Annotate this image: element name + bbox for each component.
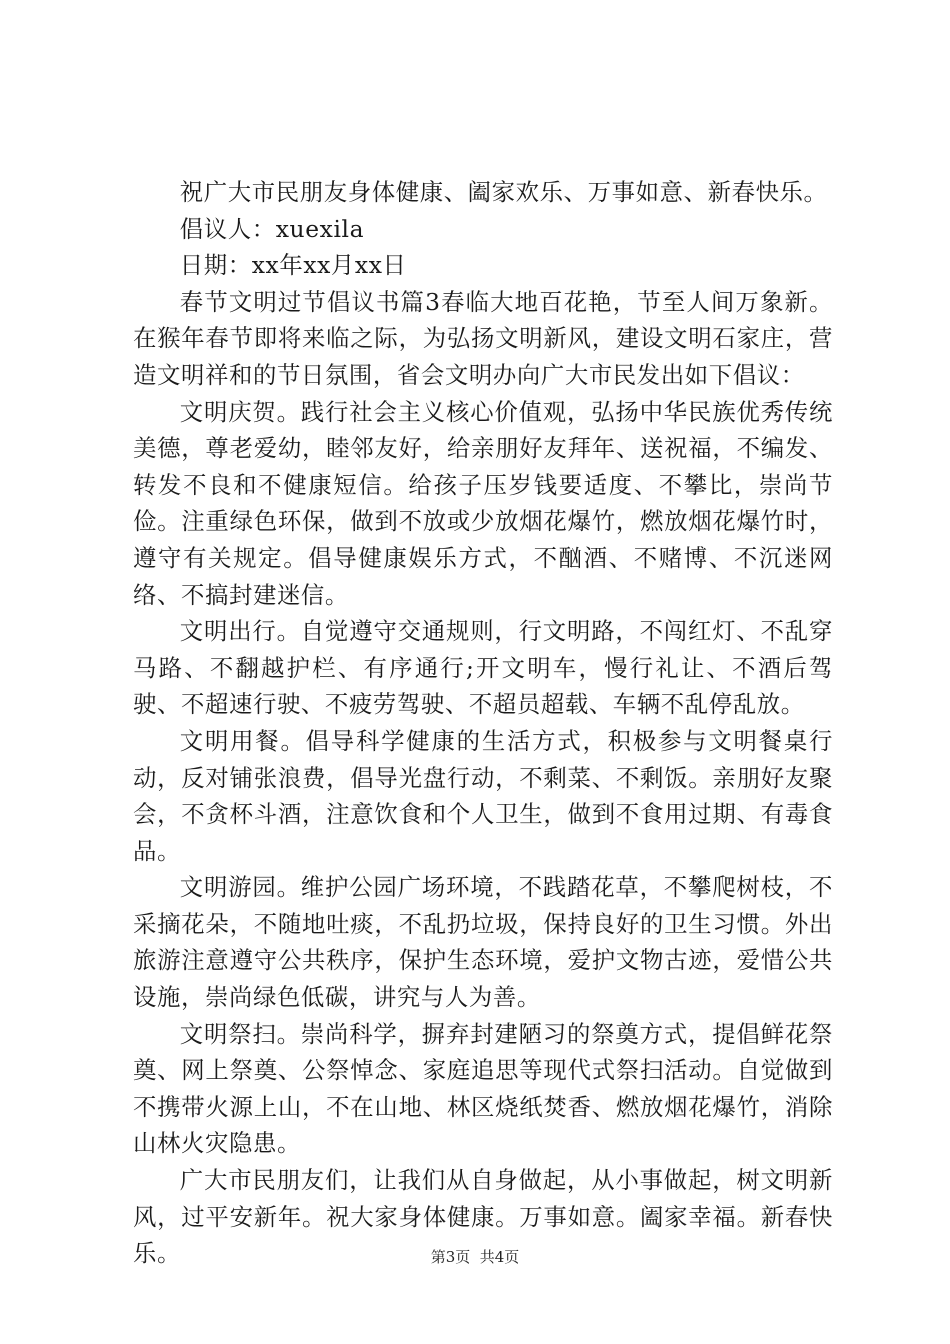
- paragraph-celebration: 文明庆贺。践行社会主义核心价值观，弘扬中华民族优秀传统美德，尊老爱幼，睦邻友好，给亲朋好友拜年、送祝福，不编发、转发不良和不健康短信。给孩子压岁钱要适度、不攀比，崇尚节俭。注重绿色环保，做到不放或少放烟花爆竹，燃放烟花爆竹时，遵守有关规定。倡导健康娱乐方式，不酗酒、不赌博、不沉迷网络、不搞封建迷信。: [133, 397, 833, 609]
- paragraph-travel: 文明出行。自觉遵守交通规则，行文明路，不闯红灯、不乱穿马路、不翻越护栏、有序通行;开文明车，慢行礼让、不酒后驾驶、不超速行驶、不疲劳驾驶、不超员超载、车辆不乱停乱放。: [133, 617, 833, 719]
- paragraph-intro: 春节文明过节倡议书篇3春临大地百花艳，节至人间万象新。在猴年春节即将来临之际，为弘扬文明新风，建设文明石家庄，营造文明祥和的节日氛围，省会文明办向广大市民发出如下倡议：: [133, 287, 833, 389]
- page-footer: [0, 1247, 950, 1267]
- paragraph-initiator: 倡议人：xuexila: [179, 214, 365, 243]
- paragraph-dining: 文明用餐。倡导科学健康的生活方式，积极参与文明餐桌行动，反对铺张浪费，倡导光盘行动，不剩菜、不剩饭。亲朋好友聚会，不贪杯斗酒，注意饮食和个人卫生，做到不食用过期、有毒食品。: [133, 726, 833, 865]
- paragraph-greeting: 祝广大市民朋友身体健康、阖家欢乐、万事如意、新春快乐。: [179, 178, 828, 206]
- paragraph-park: 文明游园。维护公园广场环境，不践踏花草，不攀爬树枝，不采摘花朵，不随地吐痰，不乱扔垃圾，保持良好的卫生习惯。外出旅游注意遵守公共秩序，保护生态环境，爱护文物古迹，爱惜公共设施，崇尚绿色低碳，讲究与人为善。: [133, 873, 833, 1012]
- paragraph-closing: 广大市民朋友们，让我们从自身做起，从小事做起，树文明新风，过平安新年。祝大家身体健康。万事如意。阖家幸福。新春快乐。: [133, 1166, 833, 1268]
- document-body: [133, 174, 833, 1272]
- paragraph-date: 日期：xx年xx月xx日: [179, 251, 407, 280]
- page-number: 第3页 共4页: [430, 1248, 520, 1266]
- paragraph-tomb-sweeping: 文明祭扫。崇尚科学，摒弃封建陋习的祭奠方式，提倡鲜花祭奠、网上祭奠、公祭悼念、家庭追思等现代式祭扫活动。自觉做到不携带火源上山，不在山地、林区烧纸焚香、燃放烟花爆竹，消除山林火灾隐患。: [133, 1019, 833, 1158]
